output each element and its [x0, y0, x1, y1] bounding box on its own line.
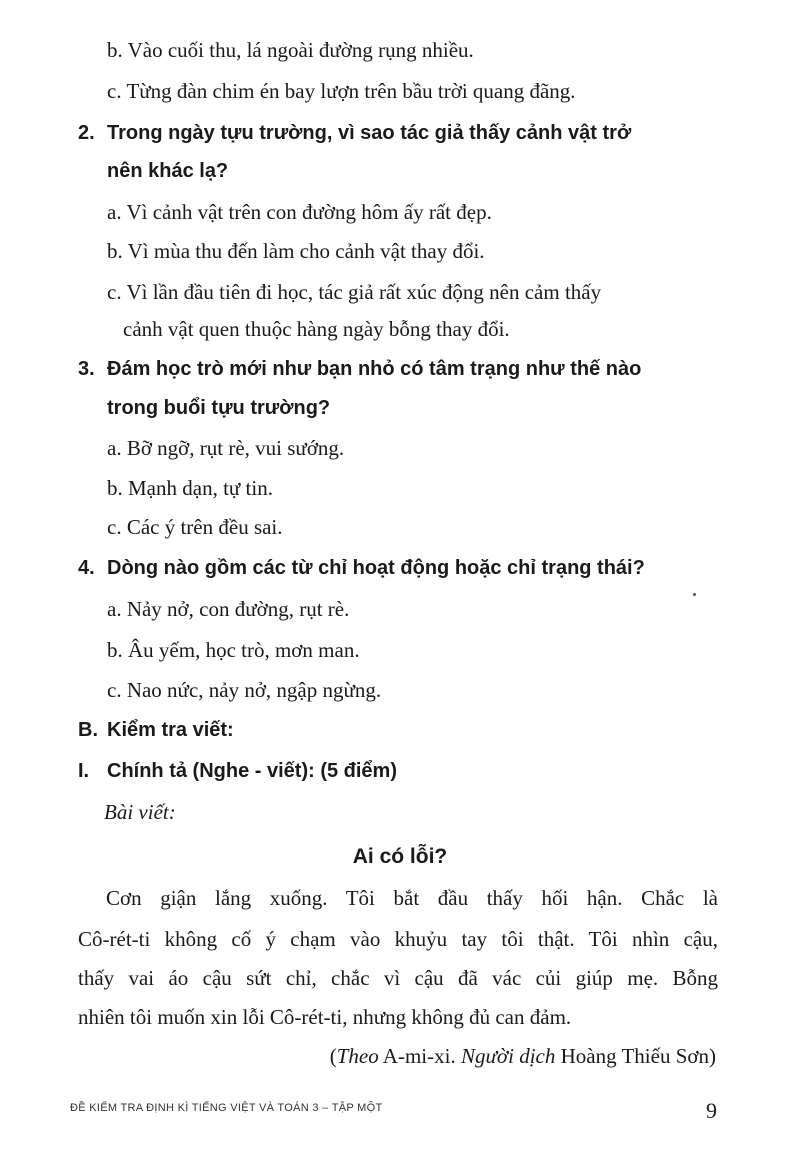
q1-option-b: b. Vào cuối thu, lá ngoài đường rụng nhiều.	[107, 38, 474, 62]
q3-text-line2: trong buổi tựu trường?	[107, 397, 331, 419]
q1-option-c: c. Từng đàn chim én bay lượn trên bầu trời quang đãng.	[107, 79, 576, 103]
credit-theo: Theo	[336, 1044, 379, 1068]
q3-number: 3.	[78, 358, 95, 380]
credit-translator: Hoàng Thiếu Sơn)	[555, 1044, 716, 1068]
q4-text-line1: Dòng nào gồm các từ chỉ hoạt động hoặc chỉ trạng thái?	[107, 557, 645, 579]
q2-option-b: b. Vì mùa thu đến làm cho cảnh vật thay đổi.	[107, 239, 485, 263]
passage-line-4: nhiên tôi muốn xin lỗi Cô-rét-ti, nhưng không đủ can đảm.	[78, 1005, 572, 1029]
section-i-number: I.	[78, 760, 90, 782]
q3-option-a: a. Bỡ ngỡ, rụt rè, vui sướng.	[107, 436, 345, 460]
passage-credit	[330, 1044, 716, 1069]
q3-option-c: c. Các ý trên đều sai.	[107, 515, 283, 539]
page-number: 9	[706, 1098, 717, 1123]
q2-option-c-line2: cảnh vật quen thuộc hàng ngày bỗng thay đổi.	[123, 317, 510, 341]
q3-option-b: b. Mạnh dạn, tự tin.	[107, 476, 273, 500]
passage-line-3: thấy vai áo cậu sứt chỉ, chắc vì cậu đã vác củi giúp mẹ. Bỗng	[78, 966, 718, 990]
q2-text-line2: nên khác lạ?	[107, 160, 229, 182]
q4-option-c: c. Nao nức, nảy nở, ngập ngừng.	[107, 678, 382, 702]
stray-dot	[693, 593, 696, 596]
footer-book-title: ĐỀ KIỂM TRA ĐỊNH KÌ TIẾNG VIỆT VÀ TOÁN 3 – TẬP MỘT	[70, 1102, 383, 1114]
q3-text-line1: Đám học trò mới như bạn nhỏ có tâm trạng như thế nào	[107, 358, 642, 380]
credit-author: A-mi-xi.	[378, 1044, 461, 1068]
q2-text-line1: Trong ngày tựu trường, vì sao tác giả thấy cảnh vật trở	[107, 122, 632, 144]
section-b-number: B.	[78, 719, 98, 741]
section-i-heading: Chính tả (Nghe - viết): (5 điểm)	[107, 760, 397, 782]
q4-number: 4.	[78, 557, 95, 579]
bai-viet-label: Bài viết:	[104, 800, 176, 824]
passage-line-2: Cô-rét-ti không cố ý chạm vào khuỷu tay tôi thật. Tôi nhìn cậu,	[78, 927, 718, 951]
q4-option-b: b. Âu yếm, học trò, mơn man.	[107, 638, 360, 662]
section-b-heading: Kiểm tra viết:	[107, 719, 234, 741]
passage-line-1: Cơn giận lắng xuống. Tôi bắt đầu thấy hối hận. Chắc là	[106, 886, 718, 910]
q4-option-a: a. Nảy nở, con đường, rụt rè.	[107, 597, 350, 621]
credit-translator-label: Người dịch	[460, 1044, 556, 1068]
q2-option-a: a. Vì cảnh vật trên con đường hôm ấy rất đẹp.	[107, 200, 492, 224]
q2-option-c-line1: c. Vì lần đầu tiên đi học, tác giả rất xúc động nên cảm thấy	[107, 280, 602, 304]
q2-number: 2.	[78, 122, 95, 144]
credit-open-paren: (	[329, 1044, 337, 1068]
passage-title: Ai có lỗi?	[352, 845, 448, 868]
